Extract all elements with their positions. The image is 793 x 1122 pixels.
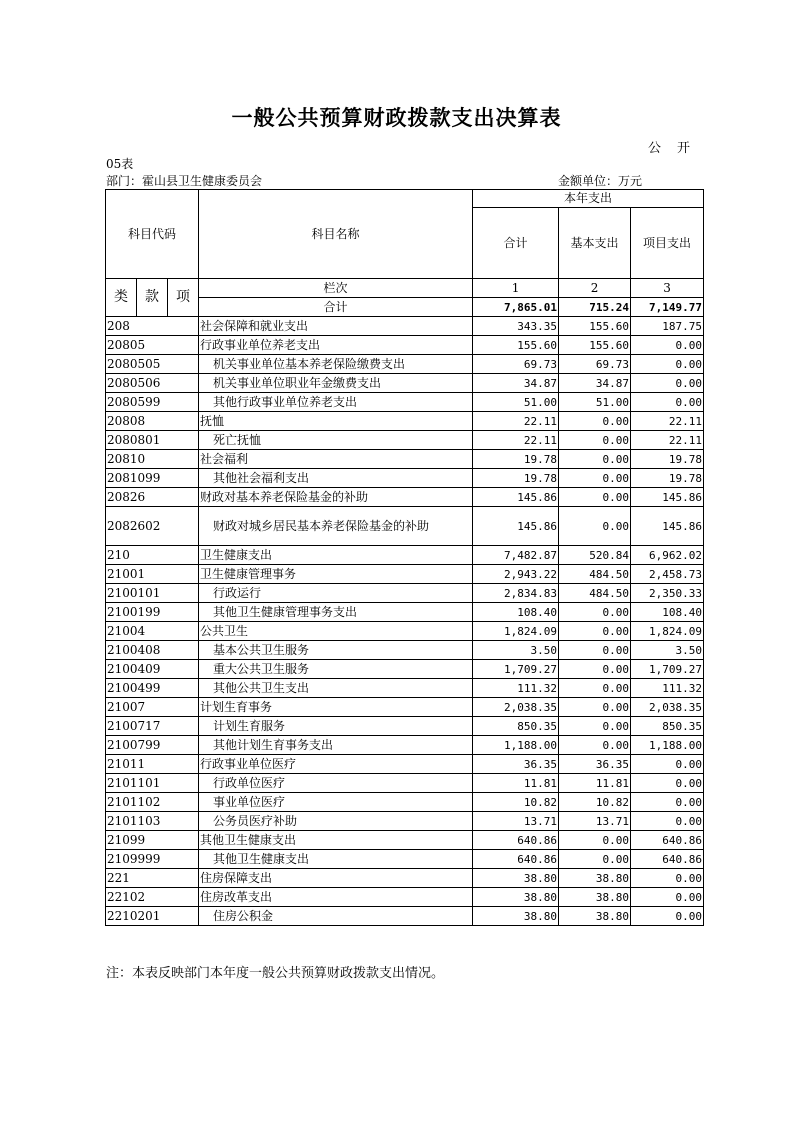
row-basic: 11.81 — [559, 774, 631, 793]
row-code: 2080599 — [106, 393, 199, 412]
row-project: 0.00 — [631, 355, 704, 374]
row-basic: 155.60 — [559, 317, 631, 336]
row-total: 2,038.35 — [473, 698, 559, 717]
row-name: 公务员医疗补助 — [199, 812, 473, 831]
row-project: 850.35 — [631, 717, 704, 736]
row-total: 7,482.87 — [473, 546, 559, 565]
row-code: 2100799 — [106, 736, 199, 755]
row-basic: 13.71 — [559, 812, 631, 831]
row-code: 2080801 — [106, 431, 199, 450]
row-name: 住房改革支出 — [199, 888, 473, 907]
row-code: 210 — [106, 546, 199, 565]
row-code: 20810 — [106, 450, 199, 469]
row-total: 11.81 — [473, 774, 559, 793]
row-total: 850.35 — [473, 717, 559, 736]
row-project: 3.50 — [631, 641, 704, 660]
row-name: 其他卫生健康支出 — [199, 831, 473, 850]
row-total: 1,188.00 — [473, 736, 559, 755]
header-basic: 基本支出 — [559, 208, 631, 279]
row-code: 21007 — [106, 698, 199, 717]
table-row — [106, 374, 704, 393]
row-name: 机关事业单位基本养老保险缴费支出 — [199, 355, 473, 374]
row-basic: 10.82 — [559, 793, 631, 812]
row-project: 0.00 — [631, 812, 704, 831]
row-name: 死亡抚恤 — [199, 431, 473, 450]
row-name: 社会保障和就业支出 — [199, 317, 473, 336]
row-total: 38.80 — [473, 907, 559, 926]
footnote: 注：本表反映部门本年度一般公共预算财政拨款支出情况。 — [106, 966, 445, 981]
table-row — [106, 507, 704, 546]
table-row — [106, 469, 704, 488]
row-code: 2101103 — [106, 812, 199, 831]
row-basic: 0.00 — [559, 412, 631, 431]
row-total: 1,824.09 — [473, 622, 559, 641]
table-row — [106, 565, 704, 584]
table-row — [106, 546, 704, 565]
row-code: 2100499 — [106, 679, 199, 698]
row-project: 19.78 — [631, 469, 704, 488]
row-project: 2,458.73 — [631, 565, 704, 584]
table-row — [106, 907, 704, 926]
row-total: 111.32 — [473, 679, 559, 698]
row-basic: 484.50 — [559, 565, 631, 584]
row-basic: 0.00 — [559, 622, 631, 641]
row-total: 22.11 — [473, 431, 559, 450]
column-number: 2 — [559, 279, 631, 298]
public-char: 公 — [648, 141, 662, 156]
row-name: 其他公共卫生支出 — [199, 679, 473, 698]
row-project: 0.00 — [631, 774, 704, 793]
table-row — [106, 488, 704, 507]
row-name: 基本公共卫生服务 — [199, 641, 473, 660]
row-basic: 0.00 — [559, 660, 631, 679]
row-project: 0.00 — [631, 374, 704, 393]
row-basic: 38.80 — [559, 888, 631, 907]
row-name: 财政对城乡居民基本养老保险基金的补助 — [199, 507, 473, 546]
table-row — [106, 450, 704, 469]
table-row — [106, 660, 704, 679]
row-project: 1,709.27 — [631, 660, 704, 679]
row-basic: 155.60 — [559, 336, 631, 355]
row-basic: 34.87 — [559, 374, 631, 393]
row-code: 208 — [106, 317, 199, 336]
table-row — [106, 584, 704, 603]
header-year-expense: 本年支出 — [473, 190, 704, 208]
row-basic: 36.35 — [559, 755, 631, 774]
row-project: 0.00 — [631, 393, 704, 412]
row-name: 机关事业单位职业年金缴费支出 — [199, 374, 473, 393]
table-row — [106, 412, 704, 431]
row-project: 0.00 — [631, 336, 704, 355]
row-total: 145.86 — [473, 488, 559, 507]
header-total: 合计 — [473, 208, 559, 279]
table-row — [106, 850, 704, 869]
row-project: 2,038.35 — [631, 698, 704, 717]
column-label: 栏次 — [199, 279, 473, 298]
row-basic: 0.00 — [559, 603, 631, 622]
row-name: 其他卫生健康管理事务支出 — [199, 603, 473, 622]
row-basic: 0.00 — [559, 831, 631, 850]
row-total: 34.87 — [473, 374, 559, 393]
table-row — [106, 755, 704, 774]
row-total: 19.78 — [473, 469, 559, 488]
row-name: 住房公积金 — [199, 907, 473, 926]
row-basic: 0.00 — [559, 507, 631, 546]
row-total: 13.71 — [473, 812, 559, 831]
row-total: 38.80 — [473, 888, 559, 907]
row-code: 2100101 — [106, 584, 199, 603]
row-total: 108.40 — [473, 603, 559, 622]
row-total: 1,709.27 — [473, 660, 559, 679]
row-name: 行政事业单位医疗 — [199, 755, 473, 774]
row-code: 21001 — [106, 565, 199, 584]
row-name: 行政运行 — [199, 584, 473, 603]
row-name: 计划生育服务 — [199, 717, 473, 736]
row-project: 6,962.02 — [631, 546, 704, 565]
row-project: 145.86 — [631, 507, 704, 546]
row-project: 0.00 — [631, 869, 704, 888]
row-code: 2101102 — [106, 793, 199, 812]
row-name: 社会福利 — [199, 450, 473, 469]
department-label: 部门：霍山县卫生健康委员会 — [106, 174, 263, 188]
row-basic: 0.00 — [559, 431, 631, 450]
row-code: 21099 — [106, 831, 199, 850]
row-total: 343.35 — [473, 317, 559, 336]
row-name: 卫生健康支出 — [199, 546, 473, 565]
row-name: 住房保障支出 — [199, 869, 473, 888]
row-project: 111.32 — [631, 679, 704, 698]
table-row — [106, 869, 704, 888]
row-project: 640.86 — [631, 831, 704, 850]
public-char: 开 — [677, 141, 691, 156]
row-basic: 0.00 — [559, 679, 631, 698]
row-project: 1,824.09 — [631, 622, 704, 641]
row-code: 2100199 — [106, 603, 199, 622]
row-name: 行政事业单位养老支出 — [199, 336, 473, 355]
row-project: 145.86 — [631, 488, 704, 507]
row-name: 行政单位医疗 — [199, 774, 473, 793]
row-code: 221 — [106, 869, 199, 888]
row-project: 0.00 — [631, 888, 704, 907]
row-code: 21004 — [106, 622, 199, 641]
header-row — [106, 190, 704, 208]
expense-table — [105, 189, 704, 926]
row-code: 2100408 — [106, 641, 199, 660]
table-row — [106, 336, 704, 355]
row-name: 其他行政事业单位养老支出 — [199, 393, 473, 412]
table-row — [106, 641, 704, 660]
row-name: 其他社会福利支出 — [199, 469, 473, 488]
row-project: 1,188.00 — [631, 736, 704, 755]
row-basic: 0.00 — [559, 488, 631, 507]
row-code: 2080505 — [106, 355, 199, 374]
row-basic: 520.84 — [559, 546, 631, 565]
row-code: 2100409 — [106, 660, 199, 679]
row-code: 2109999 — [106, 850, 199, 869]
table-row — [106, 831, 704, 850]
table-row — [106, 812, 704, 831]
table-row — [106, 355, 704, 374]
table-row — [106, 431, 704, 450]
row-name: 重大公共卫生服务 — [199, 660, 473, 679]
row-name: 抚恤 — [199, 412, 473, 431]
row-code: 2210201 — [106, 907, 199, 926]
row-project: 0.00 — [631, 907, 704, 926]
row-code: 2081099 — [106, 469, 199, 488]
row-total: 10.82 — [473, 793, 559, 812]
row-code: 20808 — [106, 412, 199, 431]
row-name: 事业单位医疗 — [199, 793, 473, 812]
table-number: 05表 — [106, 157, 134, 171]
row-basic: 484.50 — [559, 584, 631, 603]
row-basic: 0.00 — [559, 717, 631, 736]
table-row — [106, 393, 704, 412]
table-row — [106, 717, 704, 736]
row-name: 其他计划生育事务支出 — [199, 736, 473, 755]
header-xiang: 项 — [168, 279, 199, 317]
header-name: 科目名称 — [199, 190, 473, 279]
row-project: 0.00 — [631, 755, 704, 774]
row-total: 51.00 — [473, 393, 559, 412]
sum-project: 7,149.77 — [631, 298, 704, 317]
row-code: 21011 — [106, 755, 199, 774]
sum-label: 合计 — [199, 298, 473, 317]
row-project: 19.78 — [631, 450, 704, 469]
table-row — [106, 317, 704, 336]
row-project: 108.40 — [631, 603, 704, 622]
row-code: 2101101 — [106, 774, 199, 793]
row-total: 640.86 — [473, 850, 559, 869]
row-total: 38.80 — [473, 869, 559, 888]
row-name: 计划生育事务 — [199, 698, 473, 717]
header-project: 项目支出 — [631, 208, 704, 279]
row-name: 其他卫生健康支出 — [199, 850, 473, 869]
sum-total: 7,865.01 — [473, 298, 559, 317]
page-title: 一般公共预算财政拨款支出决算表 — [231, 106, 562, 130]
row-total: 640.86 — [473, 831, 559, 850]
row-basic: 69.73 — [559, 355, 631, 374]
table-row — [106, 622, 704, 641]
column-number: 1 — [473, 279, 559, 298]
row-name: 财政对基本养老保险基金的补助 — [199, 488, 473, 507]
row-total: 22.11 — [473, 412, 559, 431]
row-project: 0.00 — [631, 793, 704, 812]
row-code: 2080506 — [106, 374, 199, 393]
row-total: 145.86 — [473, 507, 559, 546]
row-name: 公共卫生 — [199, 622, 473, 641]
row-basic: 38.80 — [559, 907, 631, 926]
row-basic: 0.00 — [559, 736, 631, 755]
header-lei: 类 — [106, 279, 137, 317]
row-total: 155.60 — [473, 336, 559, 355]
table-row — [106, 793, 704, 812]
table-body — [106, 190, 704, 926]
header-kuan: 款 — [137, 279, 168, 317]
table-row — [106, 736, 704, 755]
row-total: 19.78 — [473, 450, 559, 469]
row-code: 2100717 — [106, 717, 199, 736]
row-total: 3.50 — [473, 641, 559, 660]
row-code: 20826 — [106, 488, 199, 507]
table-row — [106, 888, 704, 907]
row-project: 2,350.33 — [631, 584, 704, 603]
header-code: 科目代码 — [106, 190, 199, 279]
row-basic: 51.00 — [559, 393, 631, 412]
row-code: 2082602 — [106, 507, 199, 546]
row-total: 69.73 — [473, 355, 559, 374]
row-project: 22.11 — [631, 431, 704, 450]
sum-basic: 715.24 — [559, 298, 631, 317]
amount-unit-label: 金额单位：万元 — [558, 174, 643, 188]
table-row — [106, 603, 704, 622]
row-code: 22102 — [106, 888, 199, 907]
row-basic: 38.80 — [559, 869, 631, 888]
row-basic: 0.00 — [559, 698, 631, 717]
row-basic: 0.00 — [559, 850, 631, 869]
row-project: 22.11 — [631, 412, 704, 431]
column-number: 3 — [631, 279, 704, 298]
row-project: 640.86 — [631, 850, 704, 869]
row-basic: 0.00 — [559, 641, 631, 660]
row-total: 2,834.83 — [473, 584, 559, 603]
public-mark — [648, 137, 706, 156]
row-basic: 0.00 — [559, 450, 631, 469]
row-name: 卫生健康管理事务 — [199, 565, 473, 584]
row-total: 2,943.22 — [473, 565, 559, 584]
table-row — [106, 698, 704, 717]
row-code: 20805 — [106, 336, 199, 355]
column-index-row — [106, 279, 704, 298]
table-row — [106, 679, 704, 698]
row-project: 187.75 — [631, 317, 704, 336]
row-total: 36.35 — [473, 755, 559, 774]
row-basic: 0.00 — [559, 469, 631, 488]
table-row — [106, 774, 704, 793]
